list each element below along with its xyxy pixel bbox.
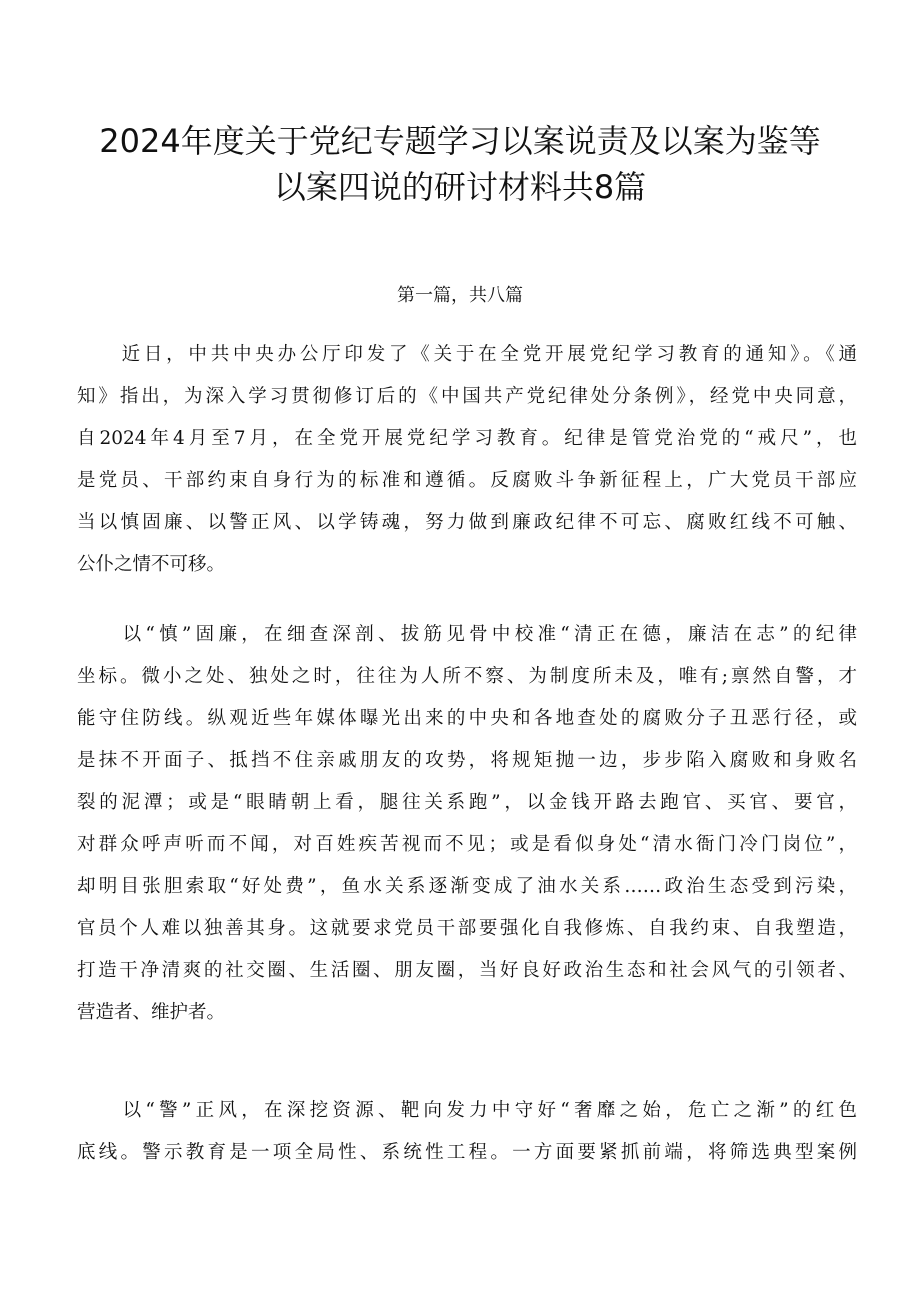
paragraph-line: 官员个人难以独善其身。这就要求党员干部要强化自我修炼、自我约束、自我塑造， xyxy=(77,918,857,939)
title-line-1: 2024年度关于党纪专题学习以案说责及以案为鉴等 xyxy=(99,122,821,160)
paragraph-line: 当以慎固廉、以警正风、以学铸魂，努力做到廉政纪律不可忘、腐败红线不可触、 xyxy=(77,512,857,533)
paragraph-line: 营造者、维护者。 xyxy=(77,1002,226,1023)
paragraph-line: 以“慎”固廉，在细查深剖、拔筋见骨中校准“清正在德，廉洁在志”的纪律 xyxy=(77,624,857,645)
document-title xyxy=(60,118,860,210)
section-heading: 第一篇，共八篇 xyxy=(397,285,523,306)
paragraph-line: 打造干净清爽的社交圈、生活圈、朋友圈，当好良好政治生态和社会风气的引领者、 xyxy=(77,960,857,981)
paragraph-line: 底线。警示教育是一项全局性、系统性工程。一方面要紧抓前端，将筛选典型案例 xyxy=(77,1142,857,1163)
paragraph-line: 是抹不开面子、抵挡不住亲戚朋友的攻势，将规矩抛一边，步步陷入腐败和身败名 xyxy=(77,750,857,771)
paragraph-line: 是党员、干部约束自身行为的标准和遵循。反腐败斗争新征程上，广大党员干部应 xyxy=(77,470,857,491)
paragraph-3 xyxy=(77,1090,857,1174)
paragraph-line: 知》指出，为深入学习贯彻修订后的《中国共产党纪律处分条例》，经党中央同意， xyxy=(77,386,857,407)
paragraph-line: 坐标。微小之处、独处之时，往往为人所不察、为制度所未及，唯有;禀然自警，才 xyxy=(77,666,857,687)
title-line-2: 以案四说的研讨材料共8篇 xyxy=(273,168,647,206)
paragraph-line: 裂的泥潭；或是“眼睛朝上看，腿往关系跑”，以金钱开路去跑官、买官、要官， xyxy=(77,792,857,813)
paragraph-line: 公仆之情不可移。 xyxy=(77,554,226,575)
paragraph-line: 自2024年4月至7月，在全党开展党纪学习教育。纪律是管党治党的“戒尺”，也 xyxy=(77,428,857,449)
paragraph-line: 以“警”正风，在深挖资源、靶向发力中守好“奢靡之始，危亡之渐”的红色 xyxy=(77,1100,857,1121)
paragraph-1 xyxy=(77,334,857,586)
paragraph-line: 却明目张胆索取“好处费”，鱼水关系逐渐变成了油水关系……政治生态受到污染， xyxy=(77,876,857,897)
paragraph-line: 近日，中共中央办公厅印发了《关于在全党开展党纪学习教育的通知》。《通 xyxy=(77,344,857,365)
paragraph-line: 对群众呼声听而不闻，对百姓疾苦视而不见；或是看似身处“清水衙门冷门岗位”， xyxy=(77,834,857,855)
paragraph-2 xyxy=(77,614,857,1034)
paragraph-line: 能守住防线。纵观近些年媒体曝光出来的中央和各地查处的腐败分子丑恶行径，或 xyxy=(77,708,857,729)
